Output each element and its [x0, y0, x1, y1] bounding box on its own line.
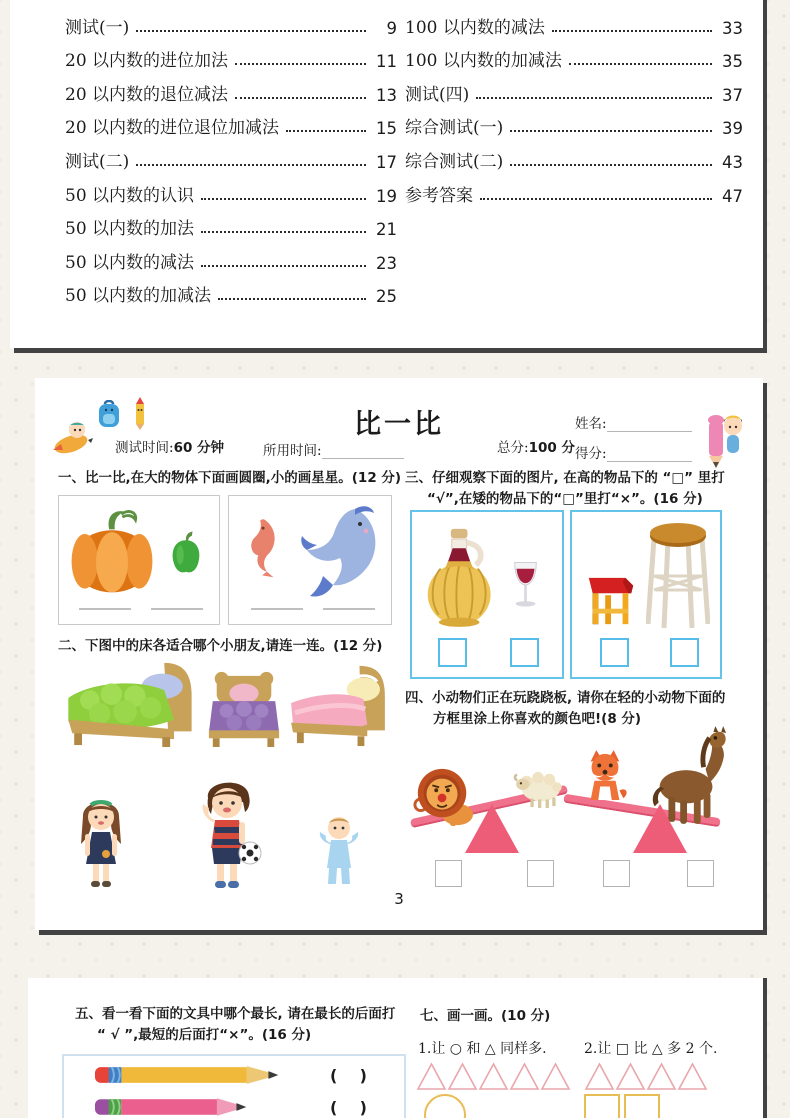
small-fish-illustration — [247, 516, 281, 580]
toc-entry: 50 以内数的减法 23 — [65, 252, 397, 273]
toc-entry: 100 以内数的减法 33 — [405, 17, 743, 38]
dot-leader — [510, 130, 712, 132]
time-used-blank[interactable] — [322, 445, 404, 459]
toc-entry: 20 以内数的进位加法 11 — [65, 51, 397, 72]
triangle-outline-icon — [677, 1062, 708, 1091]
q1-answer-blank[interactable] — [79, 608, 131, 610]
triangle-outline-icon — [478, 1062, 509, 1091]
q3-answer-checkbox[interactable] — [670, 638, 699, 667]
toc-entry: 测试(二) 17 — [65, 151, 397, 172]
toc-entry — [65, 4, 397, 38]
toc-entry: 50 以内数的加减法 25 — [65, 286, 397, 307]
baby-illustration — [317, 814, 361, 887]
toc-entry: 20 以内数的进位退位加减法 15 — [65, 118, 397, 139]
question-3-text-line1: 三、仔细观察下面的图片, 在高的物品下的 “□” 里打 — [405, 470, 725, 486]
toc-entry: 综合测试(一) 39 — [405, 118, 743, 139]
worksheet-card — [35, 378, 763, 930]
small-pink-bed-illustration — [287, 662, 387, 748]
short-stool-illustration — [584, 572, 638, 630]
toc-entry: 综合测试(二) 43 — [405, 151, 743, 172]
circle-outline-icon — [424, 1094, 466, 1118]
q5-answer-paren[interactable]: ( ) — [330, 1098, 367, 1117]
score-blank[interactable] — [607, 448, 692, 462]
q5-answer-paren[interactable]: ( ) — [330, 1066, 367, 1085]
girl-illustration — [73, 792, 129, 889]
test-time-value: 60 分钟 — [173, 440, 225, 456]
triangle-outline-icon — [615, 1062, 646, 1091]
lion-illustration — [411, 766, 475, 828]
q3-answer-checkbox[interactable] — [438, 638, 467, 667]
question-4-text-line1: 四、小动物们正在玩跷跷板, 请你在轻的小动物下面的 — [405, 690, 726, 706]
toc-right-column — [405, 4, 743, 206]
question-7-item1: 1.让 ○ 和 △ 同样多. — [418, 1041, 547, 1057]
q1-box-pumpkin-pepper — [58, 495, 220, 625]
q3-answer-checkbox[interactable] — [510, 638, 539, 667]
dot-leader — [569, 63, 712, 65]
score-label: 得分: — [575, 446, 607, 462]
horse-illustration — [645, 726, 731, 826]
dot-leader — [286, 130, 366, 132]
dot-leader — [552, 30, 712, 32]
wine-glass-illustration — [512, 560, 539, 626]
triangle-outline-icon — [447, 1062, 478, 1091]
sheet-page-number: 3 — [394, 890, 404, 908]
toc-entry: 100 以内数的加减法 35 — [405, 51, 743, 72]
toc-entry: 参考答案 47 — [405, 185, 743, 206]
name-blank[interactable] — [607, 418, 692, 432]
square-outline-icon — [584, 1094, 620, 1118]
total-score-label: 总分: — [497, 440, 529, 456]
q1-answer-blank[interactable] — [251, 608, 303, 610]
dot-leader — [136, 30, 366, 32]
square-outline-icon — [624, 1094, 660, 1118]
toc-left-column — [65, 4, 397, 306]
q1-answer-blank[interactable] — [323, 608, 375, 610]
q7-triangle-row-2 — [584, 1062, 708, 1091]
boy-with-ball-illustration — [191, 776, 265, 891]
dot-leader — [235, 97, 366, 99]
q1-box-fish-dolphin — [228, 495, 392, 625]
large-green-bed-illustration — [60, 655, 198, 747]
dot-leader — [476, 97, 712, 99]
q7-triangle-row-1 — [416, 1062, 571, 1091]
question-3-text-line2: “√”,在矮的物品下的“□”里打“×”。(16 分) — [427, 491, 703, 507]
pumpkin-illustration — [65, 504, 159, 596]
dot-leader — [201, 265, 366, 267]
time-used-label: 所用时间: — [263, 443, 322, 459]
dot-leader — [510, 164, 712, 166]
dolphin-illustration — [293, 502, 385, 604]
toc-entry: 50 以内数的认识 19 — [65, 185, 397, 206]
triangle-outline-icon — [416, 1062, 447, 1091]
q3-answer-checkbox[interactable] — [600, 638, 629, 667]
sheep-illustration — [513, 770, 563, 808]
dot-leader — [201, 231, 366, 233]
wine-bottle-illustration — [424, 524, 498, 628]
toc-entry: 20 以内数的退位减法 13 — [65, 84, 397, 105]
page-title: 比一比 — [354, 409, 444, 440]
question-7-title: 七、画一画。(10 分) — [420, 1008, 551, 1024]
question-4-text-line2: 方框里涂上你喜欢的颜色吧!(8 分) — [433, 711, 642, 727]
triangle-outline-icon — [646, 1062, 677, 1091]
q5-pencils-box — [62, 1054, 406, 1118]
triangle-outline-icon — [540, 1062, 571, 1091]
question-7-item2: 2.让 □ 比 △ 多 2 个. — [584, 1041, 718, 1057]
name-label: 姓名: — [575, 416, 607, 432]
green-pepper-illustration — [167, 526, 205, 578]
toc-entry: 50 以内数的加法 21 — [65, 219, 397, 240]
dot-leader — [480, 198, 712, 200]
question-2-text: 二、下图中的床各适合哪个小朋友,请连一连。(12 分) — [58, 638, 383, 654]
toc-entry-title: 测试(一) — [65, 17, 130, 38]
question-5-text-line2: “ √ ”,最短的后面打“×”。(16 分) — [97, 1027, 312, 1043]
question-1-text: 一、比一比,在大的物体下面画圆圈,小的画星星。(12 分) — [58, 470, 402, 486]
toc-entry-page: 9 — [386, 18, 397, 38]
q3-box-bottle-glass — [410, 510, 564, 679]
q1-answer-blank[interactable] — [151, 608, 203, 610]
test-time-label: 测试时间: — [115, 440, 174, 456]
dot-leader — [235, 63, 366, 65]
triangle-outline-icon — [584, 1062, 615, 1091]
toc-entry: 测试(四) 37 — [405, 84, 743, 105]
triangle-outline-icon — [509, 1062, 540, 1091]
q3-box-stools — [570, 510, 722, 679]
q4-answer-checkbox[interactable] — [603, 860, 630, 887]
q4-answer-checkbox[interactable] — [527, 860, 554, 887]
fox-illustration — [581, 748, 629, 804]
pink-pencil-illustration — [94, 1096, 256, 1118]
q4-answer-checkbox[interactable] — [435, 860, 462, 887]
yellow-pencil-illustration — [94, 1064, 290, 1086]
dot-leader — [201, 198, 366, 200]
q4-answer-checkbox[interactable] — [687, 860, 714, 887]
dot-leader — [136, 164, 366, 166]
question-5-text-line1: 五、看一看下面的文具中哪个最长, 请在最长的后面打 — [75, 1006, 396, 1022]
next-page-card — [28, 978, 763, 1118]
tall-stool-illustration — [646, 520, 710, 632]
total-score-value: 100 分 — [528, 440, 575, 456]
dot-leader — [218, 298, 366, 300]
medium-purple-bed-illustration — [205, 668, 283, 748]
toc-card — [10, 0, 763, 348]
